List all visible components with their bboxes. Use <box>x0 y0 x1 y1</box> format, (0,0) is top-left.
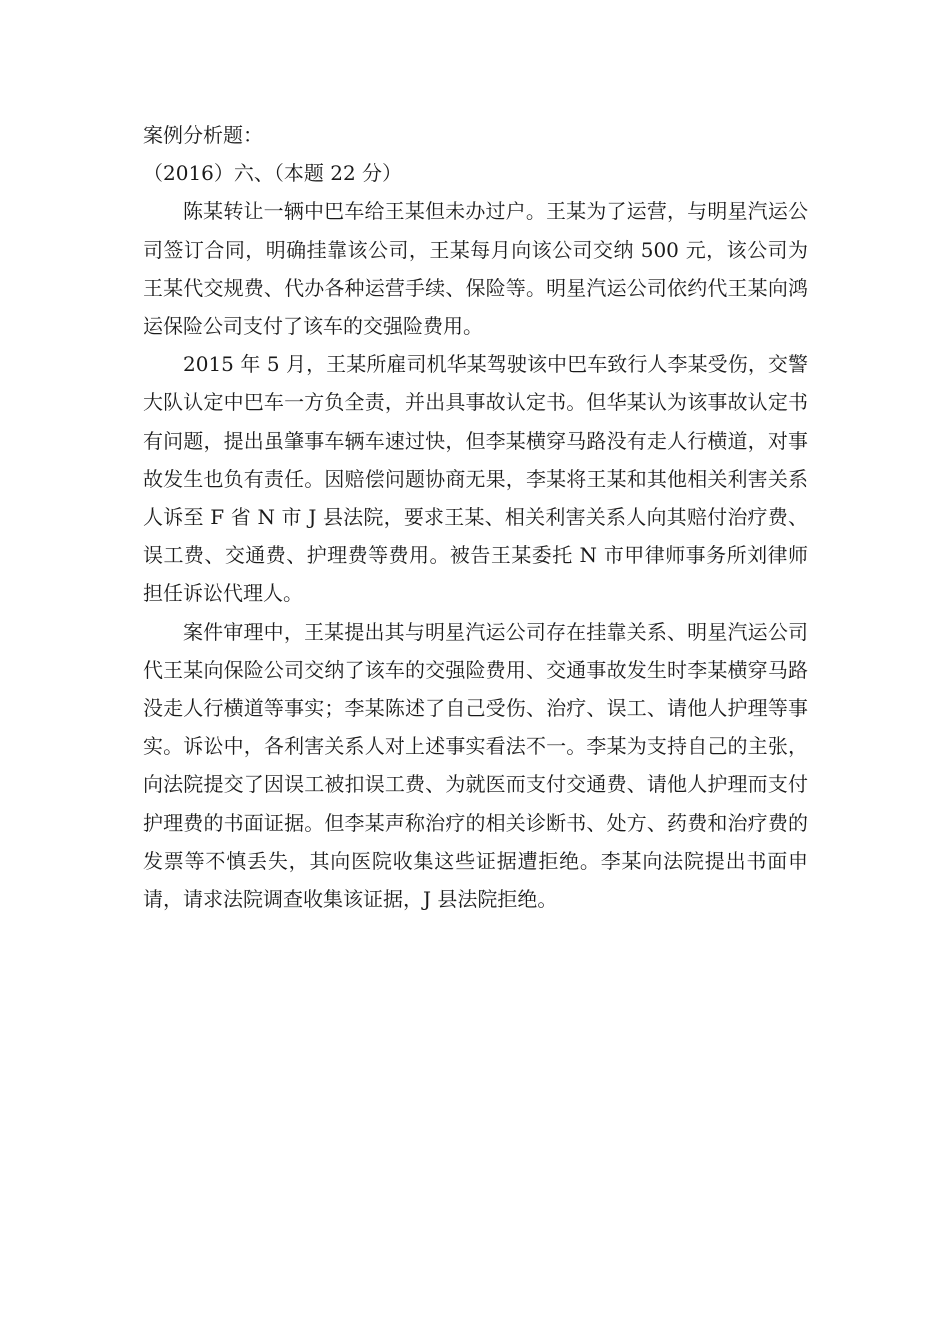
paragraph-3: 案件审理中，王某提出其与明星汽运公司存在挂靠关系、明星汽运公司代王某向保险公司交纳了该车的交强险费用、交通事故发生时李某横穿马路没走人行横道等事实；李某陈述了自己受伤、治疗、误工、请他人护理等事实。诉讼中，各利害关系人对上述事实看法不一。李某为支持自己的主张，向法院提交了因误工被扣误工费、为就医而支付交通费、请他人护理而支付护理费的书面证据。但李某声称治疗的相关诊断书、处方、药费和治疗费的发票等不慎丢失，其向医院收集这些证据遭拒绝。李某向法院提出书面申请，请求法院调查收集该证据，J 县法院拒绝。 <box>143 619 808 912</box>
paragraph-1: 陈某转让一辆中巴车给王某但未办过户。王某为了运营，与明星汽运公司签订合同，明确挂靠该公司，王某每月向该公司交纳 500 元，该公司为王某代交规费、代办各种运营手续、保险等。明星汽运公司依约代王某向鸿运保险公司支付了该车的交强险费用。 <box>143 199 808 339</box>
document-body <box>143 116 808 918</box>
section-heading: 案例分析题： <box>143 123 263 147</box>
question-subheading: （2016）六、（本题 22 分） <box>143 161 403 186</box>
paragraph-2: 2015 年 5 月，王某所雇司机华某驾驶该中巴车致行人李某受伤，交警大队认定中巴车一方负全责，并出具事故认定书。但华某认为该事故认定书有问题，提出虽肇事车辆车速过快，但李某横穿马路没有走人行横道，对事故发生也负有责任。因赔偿问题协商无果，李某将王某和其他相关利害关系人诉至 F 省 N 市 J 县法院，要求王某、相关利害关系人向其赔付治疗费、误工费、交通费、护理费等费用。被告王某委托 N 市甲律师事务所刘律师担任诉讼代理人。 <box>143 352 808 606</box>
